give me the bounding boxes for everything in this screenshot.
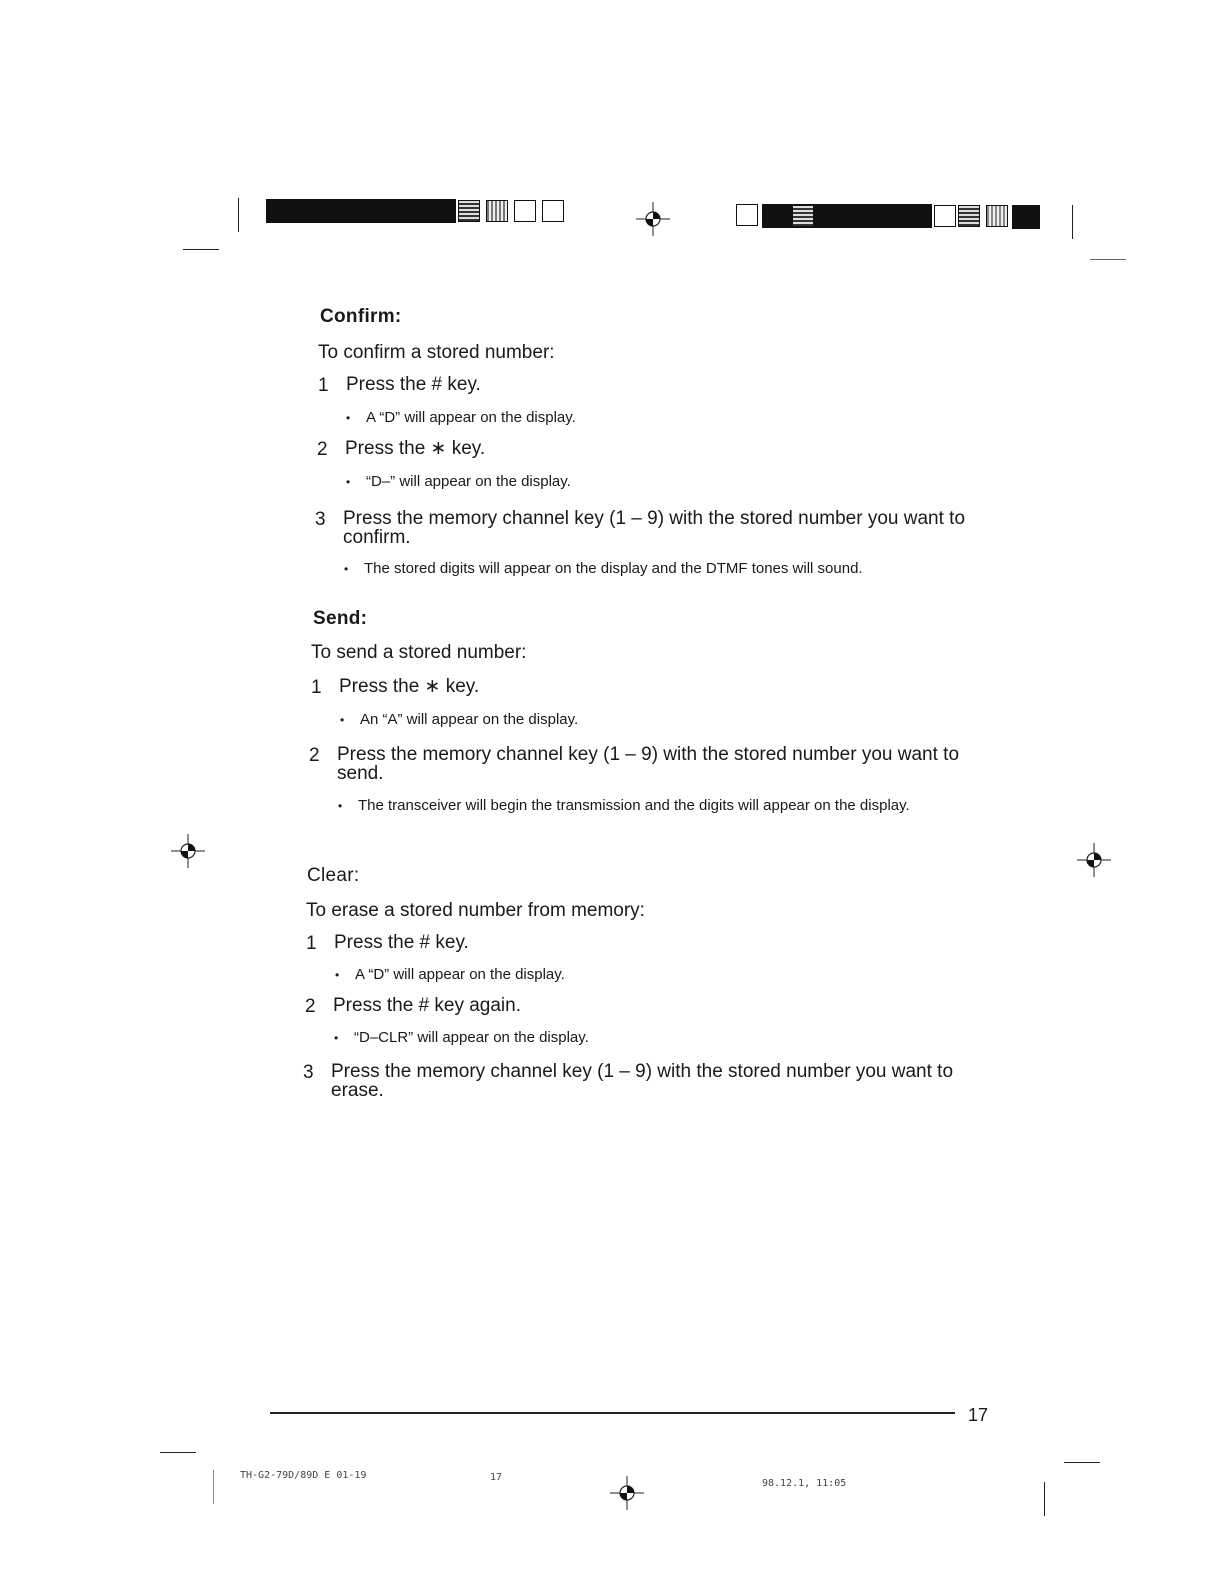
color-bar-box xyxy=(542,200,564,222)
step-text: Press the # key. xyxy=(346,374,481,395)
slug-left: TH-G2-79D/89D E 01-19 xyxy=(240,1470,367,1481)
bullet-icon: • xyxy=(334,1031,339,1045)
step-text: Press the memory channel key (1 – 9) with the stored number you want to confirm. xyxy=(343,508,966,548)
step-note: • A “D” will appear on the display. xyxy=(335,966,565,983)
bullet-icon: • xyxy=(344,562,349,576)
bullet-icon: • xyxy=(340,713,345,727)
color-bar-patch xyxy=(986,205,1008,227)
bullet-icon: • xyxy=(335,968,340,982)
step-note: • The transceiver will begin the transmission and the digits will appear on the display. xyxy=(338,797,910,814)
crop-mark xyxy=(1064,1462,1100,1463)
crop-mark xyxy=(160,1452,196,1453)
step-text: Press the ∗ key. xyxy=(339,676,480,697)
color-bar-box xyxy=(736,204,758,226)
step xyxy=(318,375,1008,397)
slug-right: 98.12.1, 11:05 xyxy=(762,1478,847,1489)
registration-target-icon xyxy=(171,834,205,868)
color-bar-patch xyxy=(792,205,814,227)
step-number: 3 xyxy=(303,1062,314,1083)
color-bar-box xyxy=(934,205,956,227)
slug-center: 17 xyxy=(490,1472,503,1483)
section-intro-confirm: To confirm a stored number: xyxy=(318,342,555,363)
step-number: 2 xyxy=(309,745,320,766)
step xyxy=(303,1062,1003,1100)
section-heading-confirm: Confirm: xyxy=(320,306,402,327)
step-text: Press the # key. xyxy=(334,932,469,953)
step-number: 1 xyxy=(311,677,322,698)
step-number: 2 xyxy=(317,439,328,460)
step-number: 2 xyxy=(305,996,316,1017)
page-number: 17 xyxy=(968,1405,989,1425)
step-number: 3 xyxy=(315,509,326,530)
color-bar-patch xyxy=(486,200,508,222)
step-note: • An “A” will appear on the display. xyxy=(340,711,579,728)
step xyxy=(306,933,996,955)
section-heading-clear: Clear: xyxy=(307,865,360,886)
color-bar-patch xyxy=(958,205,980,227)
step-note: • A “D” will appear on the display. xyxy=(346,409,576,426)
crop-mark xyxy=(238,198,239,232)
step-note: • The stored digits will appear on the display and the DTMF tones will sound. xyxy=(344,560,863,577)
bullet-icon: • xyxy=(346,411,351,425)
crop-mark xyxy=(1044,1482,1045,1516)
step-note: • “D–” will appear on the display. xyxy=(346,473,571,490)
crop-mark xyxy=(1072,205,1073,239)
color-bar-right-end xyxy=(1012,205,1040,229)
step xyxy=(315,509,1015,547)
footer-rule xyxy=(270,1412,955,1414)
step-text: Press the memory channel key (1 – 9) with the stored number you want to send. xyxy=(337,744,960,784)
step-text: Press the memory channel key (1 – 9) with the stored number you want to erase. xyxy=(331,1061,954,1101)
step-note: • “D–CLR” will appear on the display. xyxy=(334,1029,589,1046)
crop-mark xyxy=(183,249,219,250)
color-bar-left xyxy=(266,199,456,223)
step-number: 1 xyxy=(306,933,317,954)
color-bar-patch xyxy=(458,200,480,222)
step-text: Press the ∗ key. xyxy=(345,438,486,459)
color-bar-right xyxy=(762,204,932,228)
section-heading-send: Send: xyxy=(313,608,368,629)
step xyxy=(309,745,1009,783)
crop-mark xyxy=(1090,259,1126,260)
step xyxy=(317,439,1007,461)
step-text: Press the # key again. xyxy=(333,995,521,1016)
section-intro-clear: To erase a stored number from memory: xyxy=(306,900,645,921)
registration-target-icon xyxy=(610,1476,644,1510)
section-intro-send: To send a stored number: xyxy=(311,642,527,663)
crop-mark xyxy=(213,1470,214,1504)
step-number: 1 xyxy=(318,375,329,396)
registration-target-icon xyxy=(636,202,670,236)
bullet-icon: • xyxy=(338,799,343,813)
step xyxy=(305,996,995,1018)
color-bar-box xyxy=(514,200,536,222)
registration-target-icon xyxy=(1077,843,1111,877)
step xyxy=(311,677,1001,699)
bullet-icon: • xyxy=(346,475,351,489)
